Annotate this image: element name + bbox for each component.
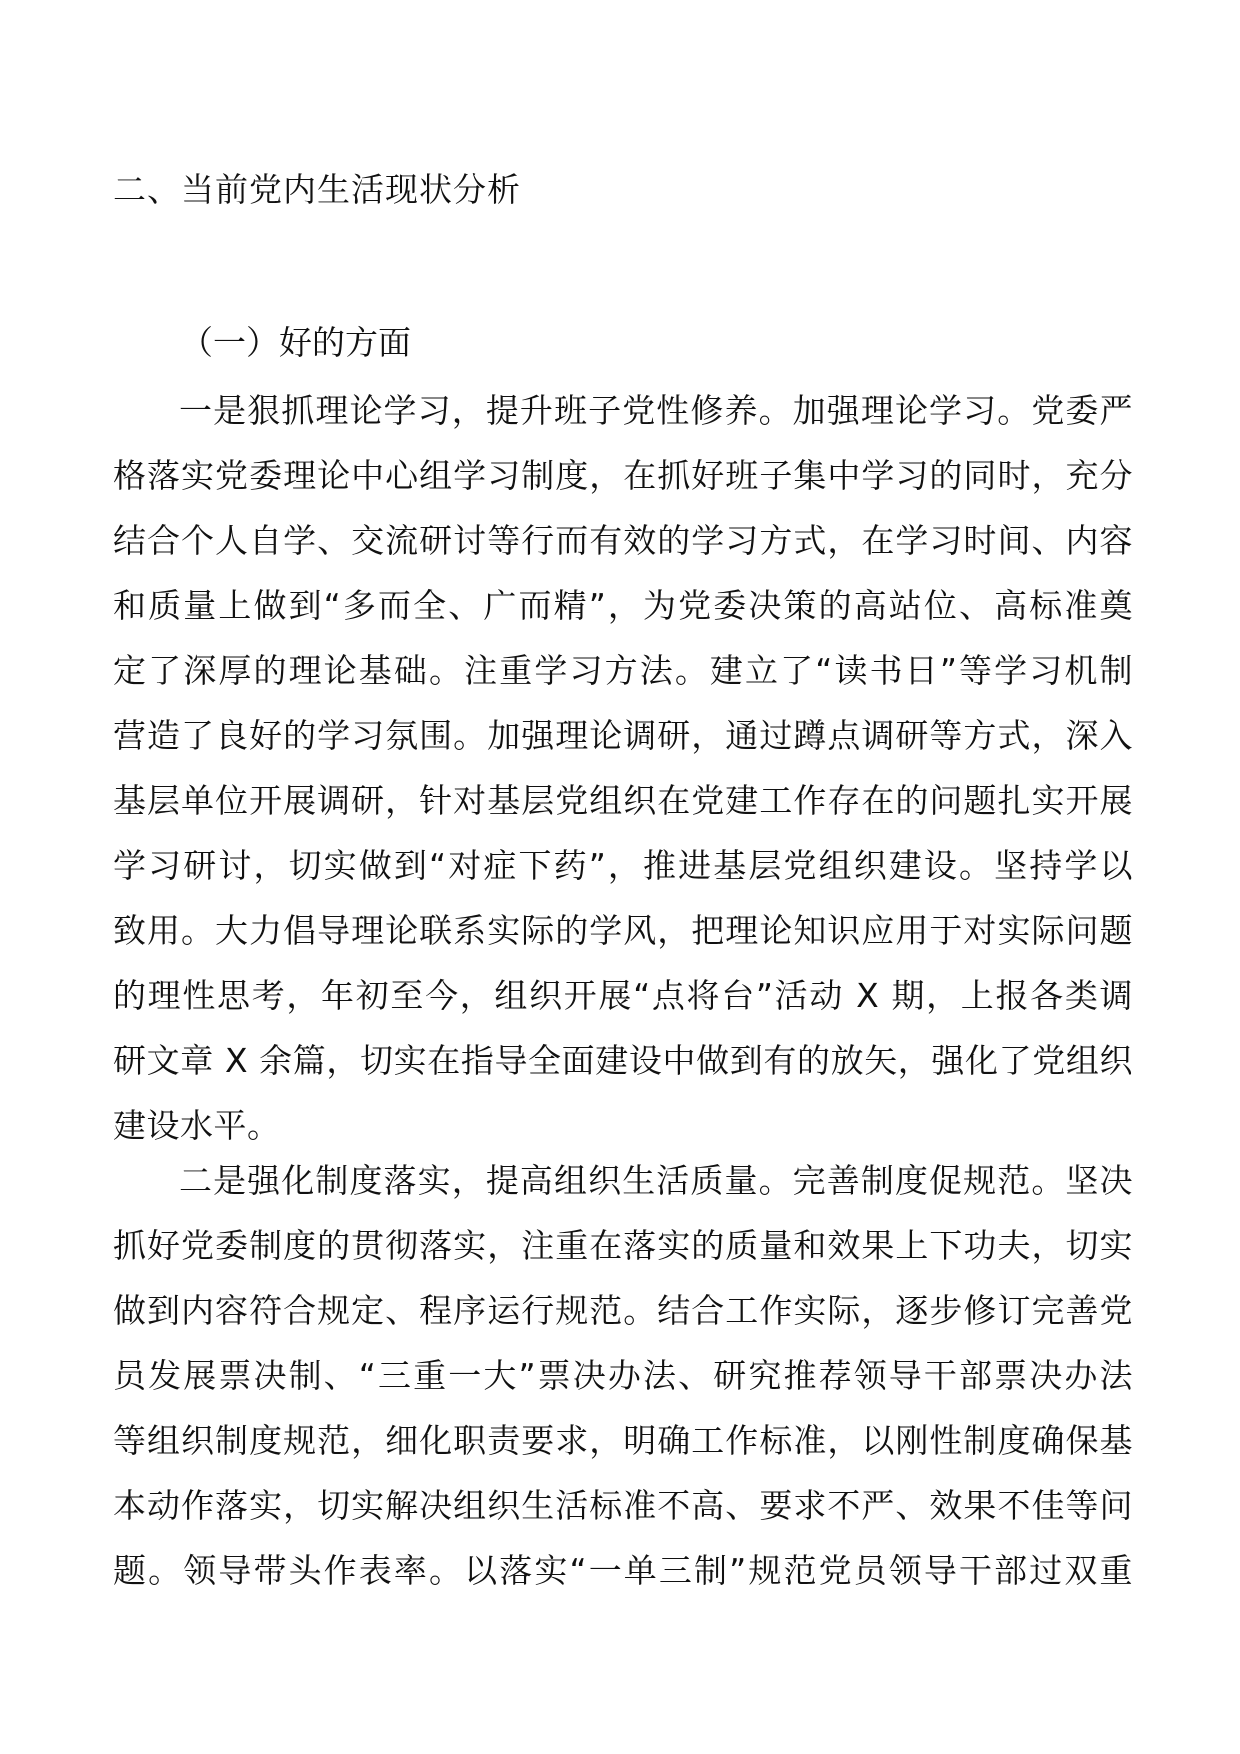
paragraph-line: 致用。大力倡导理论联系实际的学风，把理论知识应用于对实际问题 <box>113 911 1133 950</box>
paragraph-line: 建设水平。 <box>113 1106 281 1145</box>
paragraph-line: 等组织制度规范，细化职责要求，明确工作标准，以刚性制度确保基 <box>113 1421 1133 1460</box>
paragraph-line: 定了深厚的理论基础。注重学习方法。建立了“读书日”等学习机制 <box>113 651 1133 690</box>
paragraph-line: 的理性思考，年初至今，组织开展“点将台”活动 X 期，上报各类调 <box>113 976 1133 1015</box>
paragraph-line: 抓好党委制度的贯彻落实，注重在落实的质量和效果上下功夫，切实 <box>113 1226 1133 1265</box>
paragraph-line: 格落实党委理论中心组学习制度，在抓好班子集中学习的同时，充分 <box>113 456 1133 495</box>
paragraph-line: 基层单位开展调研，针对基层党组织在党建工作存在的问题扎实开展 <box>113 781 1133 820</box>
paragraph-line: 研文章 X 余篇，切实在指导全面建设中做到有的放矢，强化了党组织 <box>113 1041 1133 1080</box>
paragraph-system-implementation <box>113 1148 1133 1603</box>
paragraph-line: 一是狠抓理论学习，提升班子党性修养。加强理论学习。党委严 <box>179 391 1133 430</box>
paragraph-line: 结合个人自学、交流研讨等行而有效的学习方式，在学习时间、内容 <box>113 521 1133 560</box>
paragraph-theory-study <box>113 378 1133 1158</box>
section-title: 二、当前党内生活现状分析 <box>113 170 521 209</box>
paragraph-line: 题。领导带头作表率。以落实“一单三制”规范党员领导干部过双重 <box>113 1551 1133 1590</box>
paragraph-line: 本动作落实，切实解决组织生活标准不高、要求不严、效果不佳等问 <box>113 1486 1133 1525</box>
paragraph-line: 学习研讨，切实做到“对症下药”，推进基层党组织建设。坚持学以 <box>113 846 1133 885</box>
subsection-title: （一）好的方面 <box>180 323 411 362</box>
paragraph-line: 做到内容符合规定、程序运行规范。结合工作实际，逐步修订完善党 <box>113 1291 1133 1330</box>
paragraph-line: 营造了良好的学习氛围。加强理论调研，通过蹲点调研等方式，深入 <box>113 716 1133 755</box>
paragraph-line: 二是强化制度落实，提高组织生活质量。完善制度促规范。坚决 <box>179 1161 1133 1200</box>
paragraph-line: 员发展票决制、“三重一大”票决办法、研究推荐领导干部票决办法 <box>113 1356 1133 1395</box>
paragraph-line: 和质量上做到“多而全、广而精”，为党委决策的高站位、高标准奠 <box>113 586 1133 625</box>
